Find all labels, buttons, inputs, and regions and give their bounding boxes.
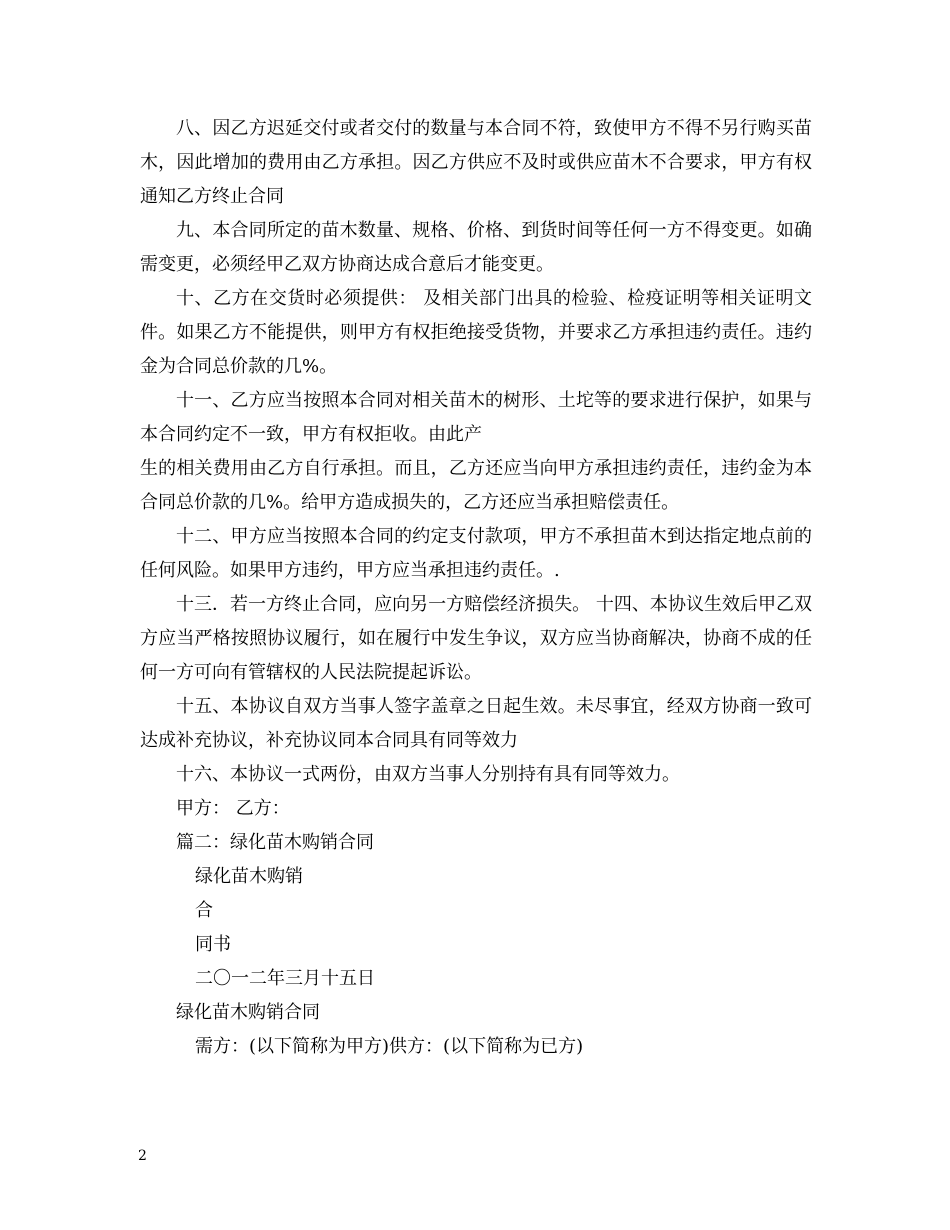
cover-title-line2: 合 [195, 900, 213, 921]
contract-title: 绿化苗木购销合同 [176, 1002, 320, 1023]
clause-8: 八、因乙方迟延交付或者交付的数量与本合同不符，致使甲方不得不另行购买苗木，因此增加的费用由乙方承担。因乙方供应不及时或供应苗木不合要求，甲方有权通知乙方终止合同 [140, 118, 812, 207]
section-heading: 篇二：绿化苗木购销合同 [176, 832, 374, 853]
page-number: 2 [138, 1148, 147, 1164]
clause-13-14: 十三．若一方终止合同，应向另一方赔偿经济损失。 十四、本协议生效后甲乙双方应当严格按照协议履行，如在履行中发生争议，双方应当协商解决，协商不成的任何一方可向有管辖权的人民法院提起诉讼。 [140, 594, 812, 683]
cover-title-line1: 绿化苗木购销 [195, 866, 303, 887]
parties-line: 需方：(以下简称为甲方)供方：(以下简称为已方) [195, 1036, 584, 1057]
document-body [140, 112, 812, 1064]
cover-date: 二〇一二年三月十五日 [195, 968, 375, 989]
clause-10: 十、乙方在交货时必须提供： 及相关部门出具的检验、检疫证明等相关证明文件。如果乙方不能提供，则甲方有权拒绝接受货物，并要求乙方承担违约责任。违约金为合同总价款的几%。 [140, 288, 812, 377]
clause-11-part1: 十一、乙方应当按照本合同对相关苗木的树形、土坨等的要求进行保护，如果与本合同约定不一致，甲方有权拒收。由此产 [140, 390, 812, 445]
clause-15: 十五、本协议自双方当事人签字盖章之日起生效。未尽事宜，经双方协商一致可达成补充协议，补充协议同本合同具有同等效力 [140, 696, 812, 751]
clause-9: 九、本合同所定的苗木数量、规格、价格、到货时间等任何一方不得变更。如确需变更，必须经甲乙双方协商达成合意后才能变更。 [140, 220, 812, 275]
clause-11-part2: 生的相关费用由乙方自行承担。而且，乙方还应当向甲方承担违约责任，违约金为本合同总价款的几%。给甲方造成损失的，乙方还应当承担赔偿责任。 [140, 458, 812, 513]
signature-line: 甲方： 乙方： [176, 798, 290, 819]
cover-title-line3: 同书 [195, 934, 231, 955]
clause-16: 十六、本协议一式两份，由双方当事人分别持有具有同等效力。 [176, 764, 680, 785]
clause-12: 十二、甲方应当按照本合同的约定支付款项，甲方不承担苗木到达指定地点前的任何风险。如果甲方违约，甲方应当承担违约责任。. [140, 526, 812, 581]
